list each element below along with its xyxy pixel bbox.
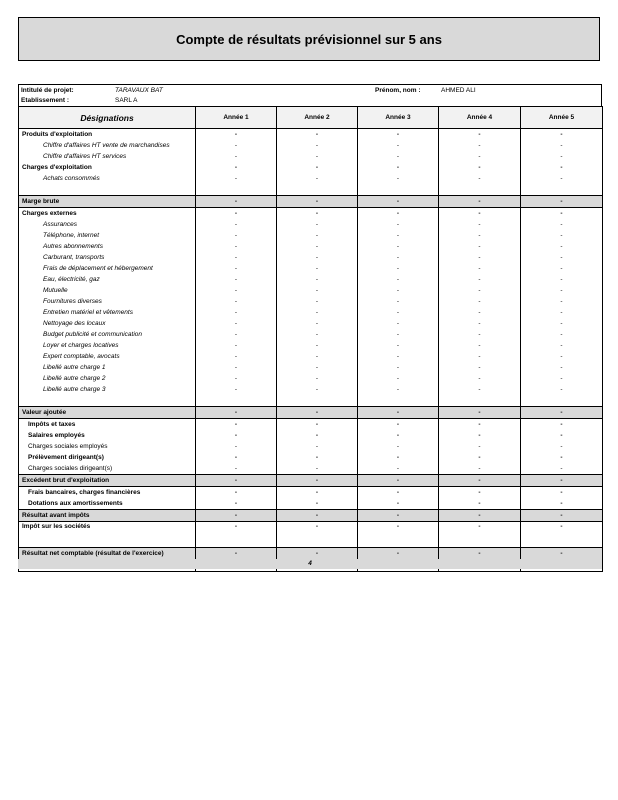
- row-value: -: [521, 140, 603, 151]
- row-value: -: [277, 162, 358, 173]
- table-row: [19, 274, 603, 285]
- row-label: Produits d'exploitation: [19, 129, 196, 141]
- row-label: Loyer et charges locatives: [19, 340, 196, 351]
- table-row: [19, 548, 603, 560]
- row-label: Nettoyage des locaux: [19, 318, 196, 329]
- row-value: -: [277, 252, 358, 263]
- row-value: -: [439, 162, 521, 173]
- row-value: -: [439, 241, 521, 252]
- row-value: -: [358, 129, 439, 141]
- row-value: -: [521, 252, 603, 263]
- row-value: -: [277, 318, 358, 329]
- row-value: -: [358, 318, 439, 329]
- row-value: -: [521, 285, 603, 296]
- row-value: -: [358, 351, 439, 362]
- row-value: -: [521, 151, 603, 162]
- row-label: Mutuelle: [19, 285, 196, 296]
- row-value: -: [277, 129, 358, 141]
- table-row: [19, 498, 603, 510]
- row-value: -: [196, 384, 277, 395]
- table-row: [19, 419, 603, 431]
- row-value: -: [277, 241, 358, 252]
- row-value: -: [358, 307, 439, 318]
- row-value: -: [521, 307, 603, 318]
- table-row: [19, 536, 603, 548]
- row-value: -: [277, 463, 358, 475]
- table-row: [19, 129, 603, 141]
- row-value: -: [439, 498, 521, 510]
- row-value: -: [196, 173, 277, 184]
- row-label: Budget publicité et communication: [19, 329, 196, 340]
- row-value: -: [358, 241, 439, 252]
- row-value: -: [439, 452, 521, 463]
- row-label: Charges sociales employés: [19, 441, 196, 452]
- row-label: Fournitures diverses: [19, 296, 196, 307]
- row-value: -: [196, 475, 277, 487]
- row-value: -: [196, 351, 277, 362]
- row-value: -: [439, 307, 521, 318]
- row-label: Expert comptable, avocats: [19, 351, 196, 362]
- row-value: -: [521, 475, 603, 487]
- row-value: -: [521, 241, 603, 252]
- row-value: -: [521, 173, 603, 184]
- row-value: -: [196, 407, 277, 419]
- table-row: [19, 441, 603, 452]
- row-label: Charges d'exploitation: [19, 162, 196, 173]
- row-value: -: [521, 548, 603, 560]
- row-value: -: [439, 384, 521, 395]
- row-label: Résultat net comptable (résultat de l'exercice): [19, 548, 196, 560]
- row-value: -: [439, 263, 521, 274]
- row-label: Autres abonnements: [19, 241, 196, 252]
- row-value: -: [439, 487, 521, 499]
- row-value: -: [358, 296, 439, 307]
- row-value: -: [277, 230, 358, 241]
- row-label: Chiffre d'affaires HT services: [19, 151, 196, 162]
- row-value: -: [196, 285, 277, 296]
- row-value: -: [439, 340, 521, 351]
- row-value: -: [521, 329, 603, 340]
- row-label: Assurances: [19, 219, 196, 230]
- row-value: -: [358, 373, 439, 384]
- table-row: [19, 208, 603, 220]
- row-value: -: [196, 252, 277, 263]
- row-value: -: [277, 441, 358, 452]
- row-label: Carburant, transports: [19, 252, 196, 263]
- row-value: -: [439, 475, 521, 487]
- project-label: Intitulé de projet:: [21, 87, 74, 94]
- row-value: -: [439, 373, 521, 384]
- row-value: -: [521, 219, 603, 230]
- row-value: -: [358, 475, 439, 487]
- table-row: [19, 475, 603, 487]
- table-row: [19, 173, 603, 184]
- table-row: [19, 184, 603, 196]
- table-row: [19, 318, 603, 329]
- row-value: -: [277, 384, 358, 395]
- row-value: -: [196, 151, 277, 162]
- row-value: -: [358, 252, 439, 263]
- table-row: [19, 151, 603, 162]
- row-value: -: [196, 196, 277, 208]
- row-value: -: [277, 522, 358, 537]
- row-label: Excédent brut d'exploitation: [19, 475, 196, 487]
- row-value: -: [196, 241, 277, 252]
- row-label: Chiffre d'affaires HT vente de marchandises: [19, 140, 196, 151]
- row-value: -: [277, 285, 358, 296]
- row-value: -: [358, 173, 439, 184]
- row-value: -: [196, 162, 277, 173]
- table-row: [19, 285, 603, 296]
- row-value: [521, 395, 603, 407]
- row-value: [358, 536, 439, 548]
- row-label: Charges externes: [19, 208, 196, 220]
- row-value: -: [358, 441, 439, 452]
- row-value: -: [277, 329, 358, 340]
- row-label: Impôts et taxes: [19, 419, 196, 431]
- row-value: [358, 395, 439, 407]
- row-label: Achats consommés: [19, 173, 196, 184]
- row-value: -: [358, 263, 439, 274]
- row-value: [521, 536, 603, 548]
- row-value: -: [277, 307, 358, 318]
- row-label: Impôt sur les sociétés: [19, 522, 196, 537]
- row-value: -: [196, 129, 277, 141]
- row-value: -: [521, 510, 603, 522]
- row-value: -: [358, 274, 439, 285]
- row-value: -: [439, 510, 521, 522]
- row-value: -: [439, 274, 521, 285]
- row-value: -: [521, 274, 603, 285]
- row-label: Eau, électricité, gaz: [19, 274, 196, 285]
- row-value: -: [439, 151, 521, 162]
- row-value: -: [277, 362, 358, 373]
- row-value: -: [277, 430, 358, 441]
- table-row: [19, 263, 603, 274]
- row-value: -: [521, 340, 603, 351]
- row-label: Résultat avant impôts: [19, 510, 196, 522]
- row-value: -: [196, 318, 277, 329]
- row-value: -: [196, 307, 277, 318]
- row-label: [19, 395, 196, 407]
- row-value: -: [277, 373, 358, 384]
- row-value: -: [521, 384, 603, 395]
- row-label: Salaires employés: [19, 430, 196, 441]
- year-header: Année 4: [439, 107, 521, 129]
- row-label: Entretien matériel et vêtements: [19, 307, 196, 318]
- row-value: -: [358, 219, 439, 230]
- row-value: -: [358, 407, 439, 419]
- row-value: -: [358, 329, 439, 340]
- row-value: -: [358, 340, 439, 351]
- row-label: Frais de déplacement et hébergement: [19, 263, 196, 274]
- row-value: -: [439, 173, 521, 184]
- row-value: -: [439, 219, 521, 230]
- designations-header: Désignations: [19, 107, 196, 129]
- table-row: [19, 407, 603, 419]
- row-value: -: [439, 351, 521, 362]
- table-row: [19, 162, 603, 173]
- row-label: Valeur ajoutée: [19, 407, 196, 419]
- row-label: Marge brute: [19, 196, 196, 208]
- row-value: -: [521, 162, 603, 173]
- table-row: [19, 452, 603, 463]
- row-value: -: [521, 430, 603, 441]
- table-row: [19, 241, 603, 252]
- table-row: [19, 219, 603, 230]
- row-value: -: [358, 452, 439, 463]
- row-value: -: [196, 230, 277, 241]
- row-value: -: [196, 522, 277, 537]
- row-label: Frais bancaires, charges financières: [19, 487, 196, 499]
- row-value: -: [439, 463, 521, 475]
- row-value: -: [439, 230, 521, 241]
- row-value: -: [277, 548, 358, 560]
- row-value: -: [358, 463, 439, 475]
- name-value: AHMED ALI: [441, 87, 476, 94]
- row-value: -: [196, 498, 277, 510]
- row-value: -: [439, 430, 521, 441]
- row-value: -: [439, 296, 521, 307]
- row-value: -: [439, 252, 521, 263]
- row-value: -: [521, 452, 603, 463]
- row-value: -: [439, 129, 521, 141]
- row-value: -: [521, 263, 603, 274]
- page-title: Compte de résultats prévisionnel sur 5 ans: [18, 17, 600, 61]
- row-value: -: [439, 329, 521, 340]
- row-value: -: [521, 296, 603, 307]
- project-value: TARAVAUX BAT: [115, 87, 163, 94]
- row-value: -: [521, 362, 603, 373]
- row-value: -: [277, 173, 358, 184]
- row-value: -: [358, 285, 439, 296]
- table-row: [19, 230, 603, 241]
- year-header: Année 2: [277, 107, 358, 129]
- row-label: Libellé autre charge 2: [19, 373, 196, 384]
- table-row: [19, 430, 603, 441]
- row-label: [19, 184, 196, 196]
- row-value: [277, 184, 358, 196]
- row-value: -: [196, 263, 277, 274]
- row-value: -: [196, 441, 277, 452]
- row-value: -: [521, 196, 603, 208]
- row-value: -: [521, 463, 603, 475]
- row-label: Dotations aux amortissements: [19, 498, 196, 510]
- row-value: -: [439, 208, 521, 220]
- row-value: [439, 184, 521, 196]
- income-statement-table: [18, 106, 603, 572]
- row-value: -: [521, 498, 603, 510]
- row-value: -: [358, 522, 439, 537]
- row-value: -: [196, 463, 277, 475]
- row-label: Libellé autre charge 1: [19, 362, 196, 373]
- row-value: -: [277, 208, 358, 220]
- row-value: -: [358, 151, 439, 162]
- name-label: Prénom, nom :: [375, 87, 421, 94]
- table-row: [19, 351, 603, 362]
- row-value: -: [277, 263, 358, 274]
- establishment-label: Etablissement :: [21, 97, 70, 104]
- row-value: [277, 395, 358, 407]
- row-value: -: [277, 340, 358, 351]
- row-value: -: [196, 340, 277, 351]
- table-row: [19, 522, 603, 537]
- row-value: -: [358, 510, 439, 522]
- row-value: -: [358, 419, 439, 431]
- row-value: -: [439, 140, 521, 151]
- row-value: -: [521, 441, 603, 452]
- table-row: [19, 384, 603, 395]
- row-value: -: [358, 487, 439, 499]
- page-number: 4: [18, 559, 602, 569]
- row-value: [196, 395, 277, 407]
- row-value: -: [277, 452, 358, 463]
- row-label: [19, 536, 196, 548]
- row-value: -: [521, 487, 603, 499]
- row-value: [439, 536, 521, 548]
- row-value: -: [439, 196, 521, 208]
- table-row: [19, 196, 603, 208]
- row-value: -: [439, 285, 521, 296]
- year-header: Année 1: [196, 107, 277, 129]
- row-value: [277, 536, 358, 548]
- row-label: Prélèvement dirigeant(s): [19, 452, 196, 463]
- table-row: [19, 296, 603, 307]
- table-row: [19, 340, 603, 351]
- table-row: [19, 252, 603, 263]
- row-value: -: [358, 140, 439, 151]
- year-header: Année 3: [358, 107, 439, 129]
- row-value: -: [196, 548, 277, 560]
- table-row: [19, 307, 603, 318]
- row-value: -: [358, 162, 439, 173]
- row-value: -: [196, 487, 277, 499]
- row-value: -: [439, 548, 521, 560]
- table-body: [19, 129, 603, 572]
- project-info: [18, 84, 602, 106]
- row-value: -: [196, 140, 277, 151]
- row-value: -: [521, 208, 603, 220]
- row-value: -: [196, 219, 277, 230]
- row-value: -: [521, 407, 603, 419]
- row-value: -: [196, 208, 277, 220]
- row-value: -: [358, 196, 439, 208]
- table-row: [19, 487, 603, 499]
- row-value: -: [358, 384, 439, 395]
- row-value: -: [196, 452, 277, 463]
- row-value: -: [196, 430, 277, 441]
- table-row: [19, 373, 603, 384]
- row-value: -: [358, 548, 439, 560]
- row-value: -: [277, 219, 358, 230]
- row-value: -: [277, 196, 358, 208]
- row-value: [196, 184, 277, 196]
- row-value: -: [277, 296, 358, 307]
- table-row: [19, 463, 603, 475]
- row-value: -: [277, 351, 358, 362]
- row-value: -: [358, 208, 439, 220]
- row-label: Téléphone, internet: [19, 230, 196, 241]
- row-value: [521, 184, 603, 196]
- year-header: Année 5: [521, 107, 603, 129]
- row-value: -: [521, 373, 603, 384]
- row-value: -: [358, 362, 439, 373]
- row-value: -: [521, 419, 603, 431]
- row-value: -: [277, 419, 358, 431]
- table-row: [19, 329, 603, 340]
- row-value: -: [521, 318, 603, 329]
- row-value: -: [196, 362, 277, 373]
- row-label: Libellé autre charge 3: [19, 384, 196, 395]
- row-value: -: [358, 430, 439, 441]
- row-value: -: [521, 351, 603, 362]
- row-value: -: [521, 522, 603, 537]
- row-value: [439, 395, 521, 407]
- table-header-row: [19, 107, 603, 129]
- row-value: -: [196, 274, 277, 285]
- table-row: [19, 395, 603, 407]
- row-value: -: [196, 510, 277, 522]
- row-value: -: [277, 274, 358, 285]
- row-value: -: [358, 230, 439, 241]
- row-value: -: [277, 407, 358, 419]
- row-value: -: [521, 129, 603, 141]
- table-row: [19, 140, 603, 151]
- establishment-value: SARL A: [115, 97, 138, 104]
- row-value: -: [277, 487, 358, 499]
- row-value: -: [277, 140, 358, 151]
- row-value: [358, 184, 439, 196]
- table-row: [19, 510, 603, 522]
- row-value: -: [277, 151, 358, 162]
- row-value: -: [439, 318, 521, 329]
- row-value: -: [196, 329, 277, 340]
- row-value: -: [439, 407, 521, 419]
- row-value: -: [196, 296, 277, 307]
- row-value: -: [277, 498, 358, 510]
- row-value: -: [521, 230, 603, 241]
- row-label: Charges sociales dirigeant(s): [19, 463, 196, 475]
- row-value: -: [196, 373, 277, 384]
- row-value: -: [439, 522, 521, 537]
- row-value: -: [196, 419, 277, 431]
- row-value: -: [439, 362, 521, 373]
- row-value: -: [439, 441, 521, 452]
- row-value: -: [358, 498, 439, 510]
- row-value: -: [439, 419, 521, 431]
- row-value: -: [277, 510, 358, 522]
- table-row: [19, 362, 603, 373]
- row-value: [196, 536, 277, 548]
- row-value: -: [277, 475, 358, 487]
